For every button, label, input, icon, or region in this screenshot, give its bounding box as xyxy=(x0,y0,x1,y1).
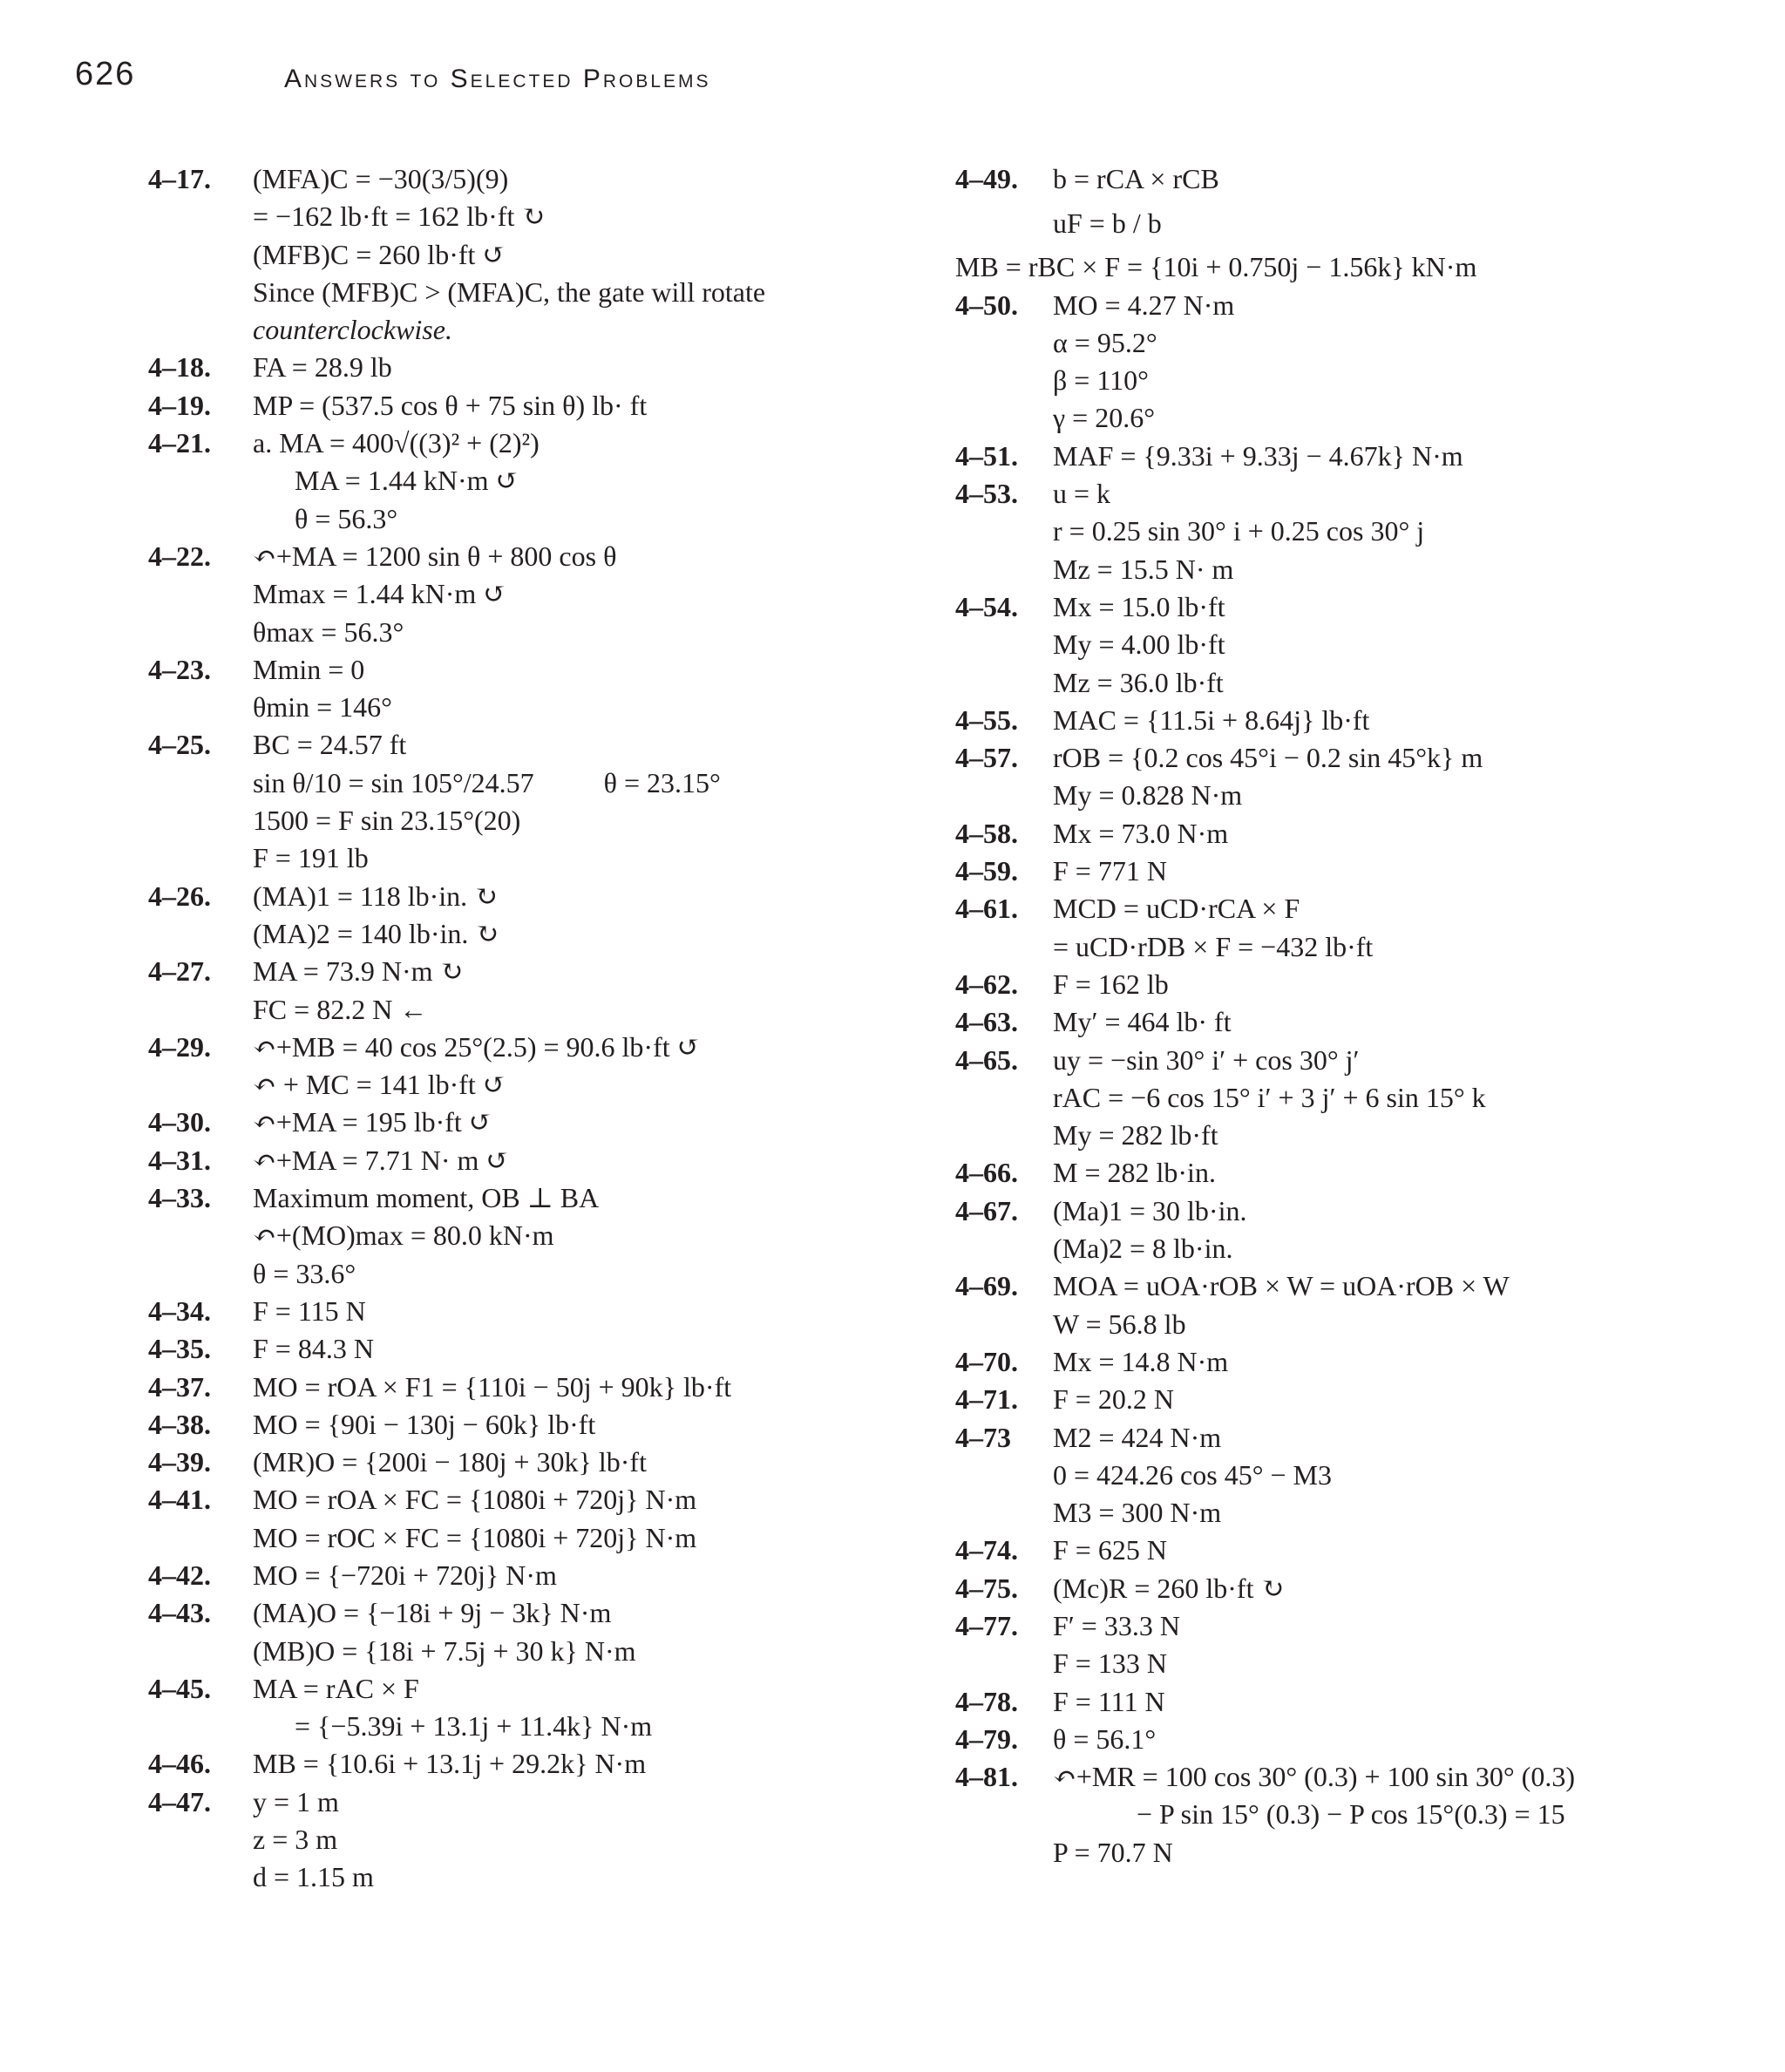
answer-row xyxy=(955,966,1722,1003)
answer-row xyxy=(148,387,845,425)
answer-text: Mz = 36.0 lb·ft xyxy=(1053,666,1224,698)
problem-number: 4–71. xyxy=(955,1383,1018,1416)
right-answer-column xyxy=(955,160,1722,1872)
problem-number: 4–43. xyxy=(148,1597,211,1629)
answer-row xyxy=(148,425,845,462)
problem-number: 4–75. xyxy=(955,1572,1018,1604)
answer-row xyxy=(955,1306,1722,1343)
problem-number: 4–70. xyxy=(955,1345,1018,1377)
problem-number: 4–81. xyxy=(955,1761,1018,1793)
answer-text: MA = 1.44 kN·m ↺ xyxy=(295,465,519,497)
problem-number: 4–42. xyxy=(148,1559,211,1591)
answer-row xyxy=(148,764,845,802)
answer-text: MOA = uOA·rOB × W = uOA·rOB × W xyxy=(1053,1270,1510,1302)
problem-number: 4–25. xyxy=(148,729,211,761)
answer-row xyxy=(955,1117,1722,1154)
problem-number: 4–27. xyxy=(148,955,211,988)
answer-row xyxy=(148,160,845,198)
answer-text: Mmax = 1.44 kN·m ↺ xyxy=(253,578,507,610)
answer-text: MAF = {9.33i + 9.33j − 4.67k} N·m xyxy=(1053,439,1463,472)
answer-text: F = 191 lb xyxy=(253,842,369,874)
answer-row xyxy=(955,1457,1722,1494)
problem-number: 4–26. xyxy=(148,880,211,912)
answer-text: My′ = 464 lb· ft xyxy=(1053,1006,1232,1038)
answer-row xyxy=(955,777,1722,814)
answer-row xyxy=(955,1267,1722,1305)
answer-row xyxy=(148,1858,845,1896)
answer-row xyxy=(148,236,845,274)
answer-row xyxy=(148,991,845,1029)
problem-number: 4–57. xyxy=(955,742,1018,774)
answer-text: M2 = 424 N·m xyxy=(1053,1421,1222,1453)
answer-text: z = 3 m xyxy=(253,1824,338,1856)
answer-text: b = rCA × rCB xyxy=(1053,163,1219,194)
answer-text: ↶+MR = 100 cos 30° (0.3) + 100 sin 30° (0.3) xyxy=(1053,1761,1575,1793)
answer-row xyxy=(148,575,845,613)
problem-number: 4–39. xyxy=(148,1446,211,1478)
answer-text: θ = 56.3° xyxy=(295,502,398,534)
answer-row xyxy=(955,1532,1722,1569)
answer-text: 1500 = F sin 23.15°(20) xyxy=(253,805,521,837)
answer-row xyxy=(148,462,845,499)
problem-number: 4–47. xyxy=(148,1785,211,1817)
answer-row xyxy=(955,399,1722,437)
answer-row xyxy=(148,802,845,839)
answer-text: F = 133 N xyxy=(1053,1647,1167,1680)
answer-text: Mmin = 0 xyxy=(253,653,365,685)
answer-text: My = 0.828 N·m xyxy=(1053,779,1243,812)
answer-row xyxy=(148,1821,845,1858)
answer-text: F = 162 lb xyxy=(1053,968,1169,1000)
answer-row xyxy=(955,1042,1722,1079)
answer-text: = uCD·rDB × F = −432 lb·ft xyxy=(1053,930,1374,962)
answer-row xyxy=(148,274,845,311)
answer-text: = −162 lb·ft = 162 lb·ft ↻ xyxy=(253,200,546,233)
answer-row xyxy=(955,626,1722,663)
problem-number: 4–55. xyxy=(955,703,1018,736)
problem-number: 4–30. xyxy=(148,1106,211,1138)
answer-text: d = 1.15 m xyxy=(253,1861,374,1893)
answer-text: M = 282 lb·in. xyxy=(1053,1157,1216,1189)
answer-text: u = k xyxy=(1053,478,1111,510)
answer-row xyxy=(955,1381,1722,1418)
answer-text: θmin = 146° xyxy=(253,691,392,724)
answer-text: MA = rAC × F xyxy=(253,1672,419,1704)
answer-row xyxy=(148,538,845,575)
left-answer-column xyxy=(148,160,845,1897)
answer-row xyxy=(955,551,1722,588)
answer-row xyxy=(955,198,1722,248)
answer-row xyxy=(148,1633,845,1670)
answer-row xyxy=(148,1066,845,1104)
answer-row xyxy=(955,739,1722,777)
answer-row xyxy=(148,915,845,953)
answer-row xyxy=(955,1079,1722,1117)
answer-text: β = 110° xyxy=(1053,364,1149,397)
answer-text: (Mc)R = 260 lb·ft ↻ xyxy=(1053,1572,1285,1604)
problem-number: 4–34. xyxy=(148,1294,211,1327)
problem-number: 4–61. xyxy=(955,893,1018,925)
answer-row xyxy=(148,1406,845,1444)
answer-row xyxy=(955,1192,1722,1230)
answer-row xyxy=(148,1104,845,1141)
problem-number: 4–29. xyxy=(148,1030,211,1063)
answer-text: MO = {90i − 130j − 60k} lb·ft xyxy=(253,1408,596,1440)
problem-number: 4–45. xyxy=(148,1672,211,1704)
problem-number: 4–51. xyxy=(955,439,1018,472)
answer-text: MA = 73.9 N·m ↻ xyxy=(253,955,464,988)
answer-row xyxy=(148,1255,845,1293)
answer-row xyxy=(148,953,845,990)
problem-number: 4–19. xyxy=(148,389,211,421)
problem-number: 4–22. xyxy=(148,540,211,572)
answer-text: a. MA = 400√((3)² + (2)²) xyxy=(253,427,540,459)
problem-number: 4–69. xyxy=(955,1270,1018,1302)
answer-text: F = 625 N xyxy=(1053,1534,1167,1566)
answer-row xyxy=(955,702,1722,739)
answer-row xyxy=(955,513,1722,550)
problem-number: 4–62. xyxy=(955,968,1018,1000)
answer-row xyxy=(955,1645,1722,1682)
problem-number: 4–18. xyxy=(148,351,211,384)
answer-row xyxy=(955,160,1722,198)
answer-text: MB = rBC × F = {10i + 0.750j − 1.56k} kN·m xyxy=(955,251,1477,283)
answer-row xyxy=(148,651,845,689)
answer-row xyxy=(955,815,1722,853)
answer-text: F = 771 N xyxy=(1053,855,1167,887)
answer-row xyxy=(955,1796,1722,1833)
answer-row xyxy=(955,1607,1722,1645)
answer-text: counterclockwise. xyxy=(253,314,452,346)
answer-text: MO = {−720i + 720j} N·m xyxy=(253,1559,557,1591)
answer-text: Mz = 15.5 N· m xyxy=(1053,553,1234,585)
answer-text: (MFB)C = 260 lb·ft ↺ xyxy=(253,238,506,270)
answer-text: − P sin 15° (0.3) − P cos 15°(0.3) = 15 xyxy=(1137,1798,1565,1831)
problem-number: 4–79. xyxy=(955,1722,1018,1755)
problem-number: 4–50. xyxy=(955,289,1018,321)
problem-number: 4–21. xyxy=(148,427,211,459)
answer-text: F = 20.2 N xyxy=(1053,1383,1174,1416)
problem-number: 4–65. xyxy=(955,1043,1018,1076)
problem-number: 4–67. xyxy=(955,1194,1018,1226)
answer-text: r = 0.25 sin 30° i + 0.25 cos 30° j xyxy=(1053,515,1425,547)
answer-row xyxy=(148,1217,845,1254)
problem-number: 4–23. xyxy=(148,653,211,685)
page-number: 626 xyxy=(75,56,136,92)
answer-text: (MA)2 = 140 lb·in. ↻ xyxy=(253,917,499,949)
answer-text: F′ = 33.3 N xyxy=(1053,1609,1180,1641)
answer-text: F = 111 N xyxy=(1053,1685,1165,1717)
problem-number: 4–74. xyxy=(955,1534,1018,1566)
problem-number: 4–17. xyxy=(148,163,211,194)
answer-row xyxy=(955,1230,1722,1267)
problem-number: 4–73 xyxy=(955,1421,1011,1453)
problem-number: 4–46. xyxy=(148,1748,211,1780)
answer-row xyxy=(148,349,845,386)
answer-text: (MA)O = {−18i + 9j − 3k} N·m xyxy=(253,1597,612,1629)
answer-row xyxy=(955,1419,1722,1457)
answer-row xyxy=(955,1494,1722,1532)
answer-text: MO = rOC × FC = {1080i + 720j} N·m xyxy=(253,1521,697,1553)
answer-row xyxy=(148,500,845,538)
answer-row xyxy=(955,928,1722,966)
answer-text: P = 70.7 N xyxy=(1053,1836,1173,1868)
answer-text: ↶+MA = 195 lb·ft ↺ xyxy=(253,1106,492,1138)
answer-row xyxy=(955,1570,1722,1607)
answer-text: My = 282 lb·ft xyxy=(1053,1119,1218,1151)
answer-text: Mx = 15.0 lb·ft xyxy=(1053,590,1225,622)
answer-row xyxy=(148,1519,845,1557)
answer-row xyxy=(955,1834,1722,1872)
running-head: Answers to Selected Problems xyxy=(284,65,711,93)
problem-number: 4–53. xyxy=(955,478,1018,510)
answer-text: MCD = uCD·rCA × F xyxy=(1053,893,1300,925)
answer-row xyxy=(148,1369,845,1406)
answer-text: (Ma)1 = 30 lb·in. xyxy=(1053,1194,1247,1226)
answer-text: ↶+(MO)max = 80.0 kN·m xyxy=(253,1219,554,1252)
answer-text: My = 4.00 lb·ft xyxy=(1053,628,1225,661)
answer-row xyxy=(955,1343,1722,1381)
answer-row xyxy=(148,1444,845,1481)
answer-row xyxy=(148,1783,845,1821)
answer-row xyxy=(148,311,845,349)
answer-row xyxy=(148,1745,845,1783)
answer-text: MO = rOA × F1 = {110i − 50j + 90k} lb·ft xyxy=(253,1370,732,1403)
answer-text: MB = {10.6i + 13.1j + 29.2k} N·m xyxy=(253,1748,647,1780)
answer-text: rAC = −6 cos 15° i′ + 3 j′ + 6 sin 15° k xyxy=(1053,1081,1486,1113)
answer-row xyxy=(955,324,1722,362)
answer-text: F = 115 N xyxy=(253,1294,366,1327)
answer-text: MP = (537.5 cos θ + 75 sin θ) lb· ft xyxy=(253,389,648,421)
answer-row xyxy=(148,726,845,764)
problem-number: 4–31. xyxy=(148,1144,211,1176)
answer-row xyxy=(148,1557,845,1594)
answer-text: θmax = 56.3° xyxy=(253,615,404,648)
answer-row xyxy=(955,1721,1722,1758)
answer-row xyxy=(148,1142,845,1179)
answer-text: rOB = {0.2 cos 45°i − 0.2 sin 45°k} m xyxy=(1053,742,1483,774)
problem-number: 4–54. xyxy=(955,590,1018,622)
answer-row xyxy=(148,1029,845,1066)
answer-row xyxy=(955,287,1722,324)
answer-text: M3 = 300 N·m xyxy=(1053,1497,1222,1529)
answer-text: FA = 28.9 lb xyxy=(253,351,392,384)
answer-text: 0 = 424.26 cos 45° − M3 xyxy=(1053,1458,1332,1491)
answer-text: Maximum moment, OB ⊥ BA xyxy=(253,1182,600,1214)
answer-text: F = 84.3 N xyxy=(253,1333,374,1365)
problem-number: 4–41. xyxy=(148,1484,211,1516)
problem-number: 4–35. xyxy=(148,1333,211,1365)
answer-row xyxy=(148,1594,845,1632)
answer-text: FC = 82.2 N ← xyxy=(253,993,428,1025)
problem-number: 4–38. xyxy=(148,1408,211,1440)
problem-number: 4–37. xyxy=(148,1370,211,1403)
answer-row xyxy=(148,1670,845,1708)
answer-text: W = 56.8 lb xyxy=(1053,1308,1186,1340)
answer-text: MAC = {11.5i + 8.64j} lb·ft xyxy=(1053,703,1370,736)
answer-text: ↶+MA = 1200 sin θ + 800 cos θ xyxy=(253,540,617,572)
answer-row xyxy=(148,878,845,915)
answer-text: = {−5.39i + 13.1j + 11.4k} N·m xyxy=(295,1710,653,1743)
answer-text: ↶+MA = 7.71 N· m ↺ xyxy=(253,1144,510,1176)
answer-row xyxy=(148,689,845,726)
answer-text: ↶+MB = 40 cos 25°(2.5) = 90.6 lb·ft ↺ xyxy=(253,1030,701,1063)
answer-row xyxy=(955,248,1722,286)
answer-text: (MFA)C = −30(3/5)(9) xyxy=(253,163,509,194)
answer-text: MO = rOA × FC = {1080i + 720j} N·m xyxy=(253,1484,697,1516)
problem-number: 4–66. xyxy=(955,1157,1018,1189)
answer-row xyxy=(955,362,1722,399)
answer-row xyxy=(148,1708,845,1745)
answer-text: BC = 24.57 ft xyxy=(253,729,407,761)
problem-number: 4–58. xyxy=(955,817,1018,849)
answer-text: Mx = 73.0 N·m xyxy=(1053,817,1229,849)
answer-text: (MA)1 = 118 lb·in. ↻ xyxy=(253,880,498,912)
answer-row xyxy=(955,588,1722,626)
answer-row xyxy=(955,1154,1722,1192)
answer-row xyxy=(955,1003,1722,1041)
answer-text: (MR)O = {200i − 180j + 30k} lb·ft xyxy=(253,1446,647,1478)
answer-row xyxy=(955,853,1722,890)
answer-text: (Ma)2 = 8 lb·in. xyxy=(1053,1233,1233,1265)
answer-text: uF = b / b xyxy=(1053,207,1162,240)
answer-text: θ = 33.6° xyxy=(253,1257,356,1289)
answer-row xyxy=(148,198,845,235)
answer-row xyxy=(955,438,1722,475)
answer-row xyxy=(955,1683,1722,1721)
answer-row xyxy=(148,614,845,651)
answer-row xyxy=(148,1179,845,1217)
answer-row xyxy=(148,839,845,877)
answer-row xyxy=(955,890,1722,927)
answer-text: ↶ + MC = 141 lb·ft ↺ xyxy=(253,1069,506,1101)
answer-row xyxy=(148,1293,845,1330)
answer-row xyxy=(148,1481,845,1518)
answer-row xyxy=(955,475,1722,513)
answer-text: y = 1 m xyxy=(253,1785,339,1817)
problem-number: 4–49. xyxy=(955,163,1018,194)
answer-text: sin θ/10 = sin 105°/24.57 θ = 23.15° xyxy=(253,766,721,798)
answer-row xyxy=(148,1330,845,1368)
answer-text: θ = 56.1° xyxy=(1053,1722,1157,1755)
problem-number: 4–78. xyxy=(955,1685,1018,1717)
answer-text: α = 95.2° xyxy=(1053,326,1157,358)
answer-row xyxy=(955,1758,1722,1796)
answer-text: uy = −sin 30° i′ + cos 30° j′ xyxy=(1053,1043,1360,1076)
answer-text: (MB)O = {18i + 7.5j + 30 k} N·m xyxy=(253,1634,636,1667)
answer-text: γ = 20.6° xyxy=(1053,402,1155,434)
problem-number: 4–77. xyxy=(955,1609,1018,1641)
problem-number: 4–59. xyxy=(955,855,1018,887)
answer-text: Mx = 14.8 N·m xyxy=(1053,1345,1229,1377)
answer-text: MO = 4.27 N·m xyxy=(1053,289,1235,321)
problem-number: 4–33. xyxy=(148,1182,211,1214)
answer-text: Since (MFB)C > (MFA)C, the gate will rotate xyxy=(253,275,766,308)
problem-number: 4–63. xyxy=(955,1006,1018,1038)
answer-row xyxy=(955,664,1722,702)
